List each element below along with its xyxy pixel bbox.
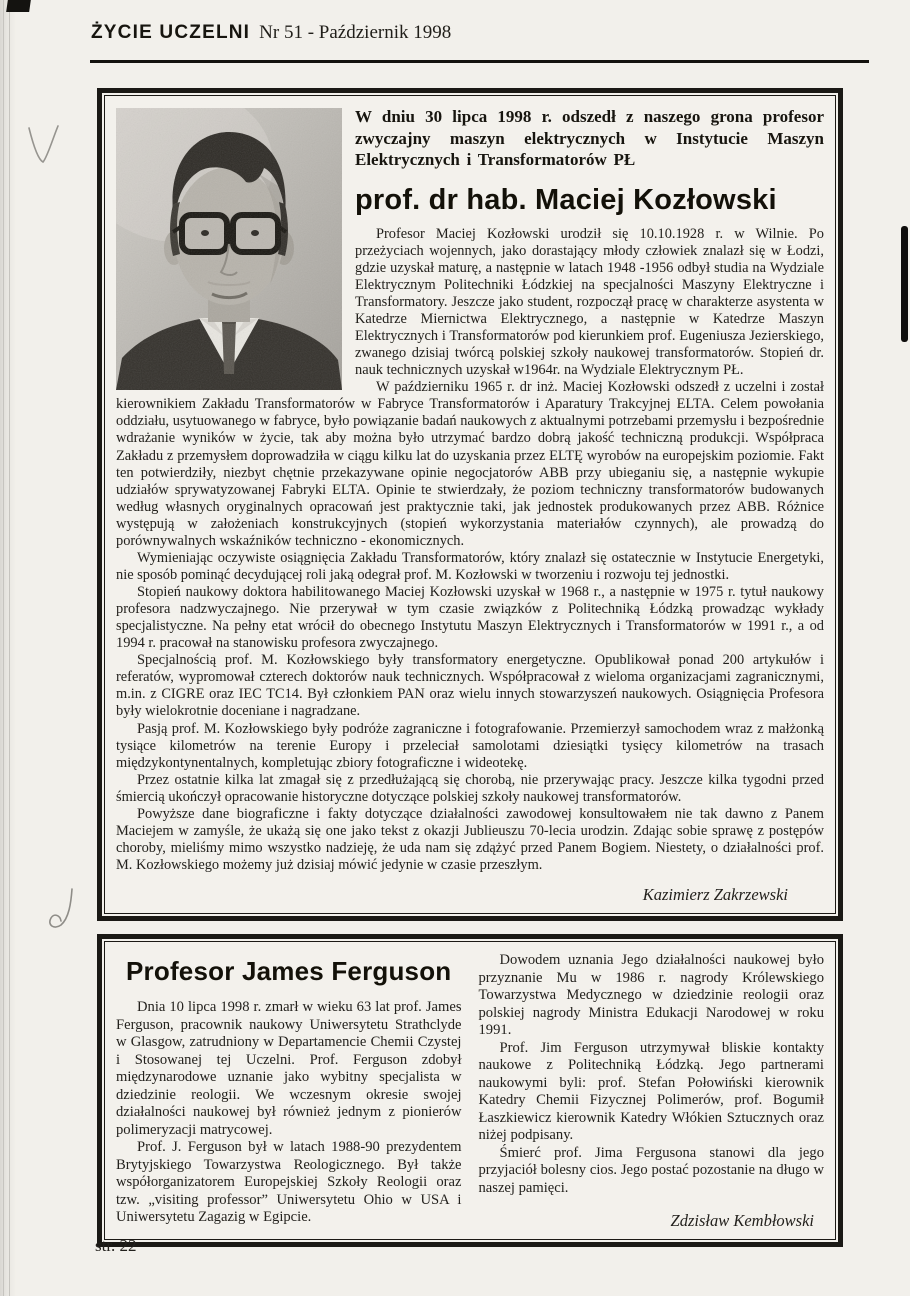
- article-paragraph: Powyższe dane biograficzne i fakty dotyczące działalności zawodowej konsultowałem nie tak dawno z Panem Maciejem w zamyśle, że ukażą się one jako tekst z okazji Jublieuszu 70-lecia urodzin. Zdając sobie sprawę z postępów choroby, mieliśmy mimo wszystko nadzieję, że uda nam się zdążyć przed Panem Bogiem. Niestety, o działalności prof. M. Kozłowskiego możemy już dzisiaj mówić jedynie w czasie przeszłym.: [116, 805, 824, 874]
- signature-kemblowski: Zdzisław Kembłowski: [670, 1211, 814, 1231]
- article-paragraph: Stopień naukowy doktora habilitowanego Maciej Kozłowski uzyskał w 1968 r., a następnie w 1975 r. tytuł naukowy profesora nadzwyczajnego. Nie przerywał w tym czasie związków z Politechniką Łódzką prowadząc wykłady specjalistyczne. Na pełny etat wrócił do obecnego Instytutu Maszyn Elektrycznych i Transformatorów w 1991 r., a od 1994 r. pracował na stanowisku profesora zwyczajnego.: [116, 584, 824, 652]
- obituary-ferguson-box: [97, 934, 843, 1247]
- page-header: [91, 22, 871, 44]
- ferguson-left-column: [116, 952, 462, 1231]
- portrait-photo: [116, 108, 342, 390]
- article-paragraph: Wymieniając oczywiste osiągnięcia Zakładu Transformatorów, który znalazł się ostatecznie w Instytucie Energetyki, nie sposób pominąć decydującej roli jaką odegrał prof. M. Kozłowski w tworzeniu i rozwoju tej jednostki.: [116, 549, 824, 583]
- page-edge-line: [3, 0, 4, 1296]
- pen-hook-mark: [44, 886, 80, 936]
- article-paragraph: Specjalnością prof. M. Kozłowskiego były transformatory energetyczne. Opublikował ponad 200 artykułów i referatów, wypromował czterech doktorów nauk technicznych. Współpracował z wieloma organizacjami zagranicznymi, m.in. z CIGRE oraz IEC TC14. Był członkiem PAN oraz wielu innych stowarzyszeń naukowych. Osiągnięcia Profesora były wielokrotnie doceniane i nagradzane.: [116, 652, 824, 720]
- signature-zakrzewski: Kazimierz Zakrzewski: [642, 885, 788, 905]
- page-edge-line: [9, 0, 10, 1296]
- article-intro: W dniu 30 lipca 1998 r. odszedł z naszego grona profesor zwyczajny maszyn elektrycznych w Instytucie Maszyn Elektrycznych i Transformatorów PŁ: [355, 107, 824, 170]
- article-paragraph: W październiku 1965 r. dr inż. Maciej Kozłowski odszedł z uczelni i został kierownikiem Zakładu Transformatorów w Fabryce Transformatorów i Aparatury Trakcyjnej ELTA. Celem powołania oddziału, usytuowanego w fabryce, było powiązanie badań naukowych z aktualnymi potrzebami przemysłu i bezpośrednie wdrażanie wyników w życie, tak aby można było utrzymać bardzo dobrą jakość techniczną produkcji. Współpraca Zakładu z przemysłem doprowadziła w ciągu kilku lat do uzyskania przez ELTĘ wyrobów na europejskim poziomie. Fakt ten potwierdziły, niezbyt chętnie przekazywane opinie negocjatorów ABB przy ubieganiu się, a następnie wykupie udziałów sprywatyzowanej Fabryki ELTA. Opinie te stwierdzały, że poziom techniczny transformatorów budowanych według własnych oryginalnych opracowań jest praktycznie taki, jak jednostek produkowanych przez ABB. Różnice występują w założeniach konstrukcyjnych (stopień wykorzystania materiałów czynnych), ale prowadzą do porównywalnych wskaźników techniczno - ekonomicznych.: [116, 379, 824, 549]
- page-content: [97, 88, 843, 1247]
- masthead: ŻYCIE UCZELNI: [91, 22, 251, 43]
- obituary-kozlowski-box: [97, 88, 843, 921]
- article-paragraph: Dnia 10 lipca 1998 r. zmarł w wieku 63 lat prof. James Ferguson, pracownik naukowy Uniwersytetu Strathclyde w Glasgow, zatrudniony w Departamencie Chemii Czystej i Stosowanej tej Uczelni. Prof. Ferguson zdobył międzynarodowe uznanie jako wybitny specjalista w dziedzinie reologii. We wczesnym okresie swojej działalności naukowej był również jednym z pionierów polimeryzacji matrycowej.: [116, 999, 462, 1138]
- page-number: str. 22: [95, 1236, 137, 1255]
- article-paragraph: Przez ostatnie kilka lat zmagał się z przedłużającą się chorobą, nie przerywając pracy. Jeszcze kilka tygodni przed śmiercią ukończył opracowanie historyczne dotyczące polskiej szkoły naukowej transformatorów.: [116, 771, 824, 805]
- ferguson-right-column: [479, 952, 825, 1231]
- article-paragraph: Pasją prof. M. Kozłowskiego były podróże zagraniczne i fotografowanie. Przemierzył samochodem wraz z małżonką tysiące kilometrów na terenie Europy i przeleciał samolotami dziesiątki tysięcy kilometrów na trasach międzykontynentalnych, kompletując zbiory fotograficzne i wideotekę.: [116, 720, 824, 771]
- article-paragraph: Dowodem uznania Jego działalności naukowej było przyznanie Mu w 1986 r. nagrody Królewskiego Towarzystwa Medycznego w dziedzinie reologii oraz polskiej nagrody Ministra Edukacji Narodowej w roku 1991.: [478, 952, 824, 1039]
- scan-artifact-corner: [6, 0, 31, 12]
- issue-info: Nr 51 - Październik 1998: [259, 22, 452, 43]
- pen-check-mark: [24, 122, 62, 170]
- obituary-ferguson-inner: [104, 941, 836, 1240]
- obituary-kozlowski-inner: [104, 95, 836, 914]
- article-paragraph: Prof. Jim Ferguson utrzymywał bliskie kontakty naukowe z Politechniką Łódzką. Jego partnerami naukowymi byli: prof. Stefan Połowiński kierownik Katedry Chemii Fizycznej Polimerów, prof. Bogumił Łaszkiewicz kierownik Katedry Włókien Sztucznych oraz niżej podpisany.: [478, 1039, 824, 1144]
- article-paragraph: Prof. J. Ferguson był w latach 1988-90 prezydentem Brytyjskiego Towarzystwa Reologicznego. Był także współorganizatorem Europejskiej Szkoły Reologii oraz tzw. „visiting professor” Uniwersytetu Ohio w USA i Uniwersytetu Zagazig w Egipcie.: [116, 1139, 462, 1226]
- article-paragraph: Profesor Maciej Kozłowski urodził się 10.10.1928 r. w Wilnie. Po przeżyciach wojennych, jako dorastający młody człowiek znalazł się w Łodzi, gdzie uzyskał maturę, a następnie w latach 1948 -1956 odbył studia na Wydziale Elektrycznym Politechniki Łódzkiej na specjalności Maszyny Elektryczne i Transformatory. Jeszcze jako student, rozpoczął pracę w charakterze asystenta w Katedrze Miernictwa Elektrycznego, a następnie w Katedrze Maszyn Elektrycznych i Transformatorów pod kierunkiem prof. Eugeniusza Jezierskiego, zwanego dzisiaj twórcą polskiej szkoły naukowej transformatorów. Stopień dr. nauk technicznych uzyskał w1964r. na Wydziale Elektrycznym PŁ.: [355, 225, 824, 379]
- scan-artifact-right-edge: [901, 226, 908, 342]
- article-title-kozlowski: prof. dr hab. Maciej Kozłowski: [355, 183, 777, 216]
- article-title-ferguson: Profesor James Ferguson: [126, 956, 452, 987]
- header-rule: [90, 60, 869, 63]
- article-paragraph: Śmierć prof. Jima Fergusona stanowi dla jego przyjaciół bolesny cios. Jego postać pozostanie na długo w naszej pamięci.: [478, 1144, 824, 1196]
